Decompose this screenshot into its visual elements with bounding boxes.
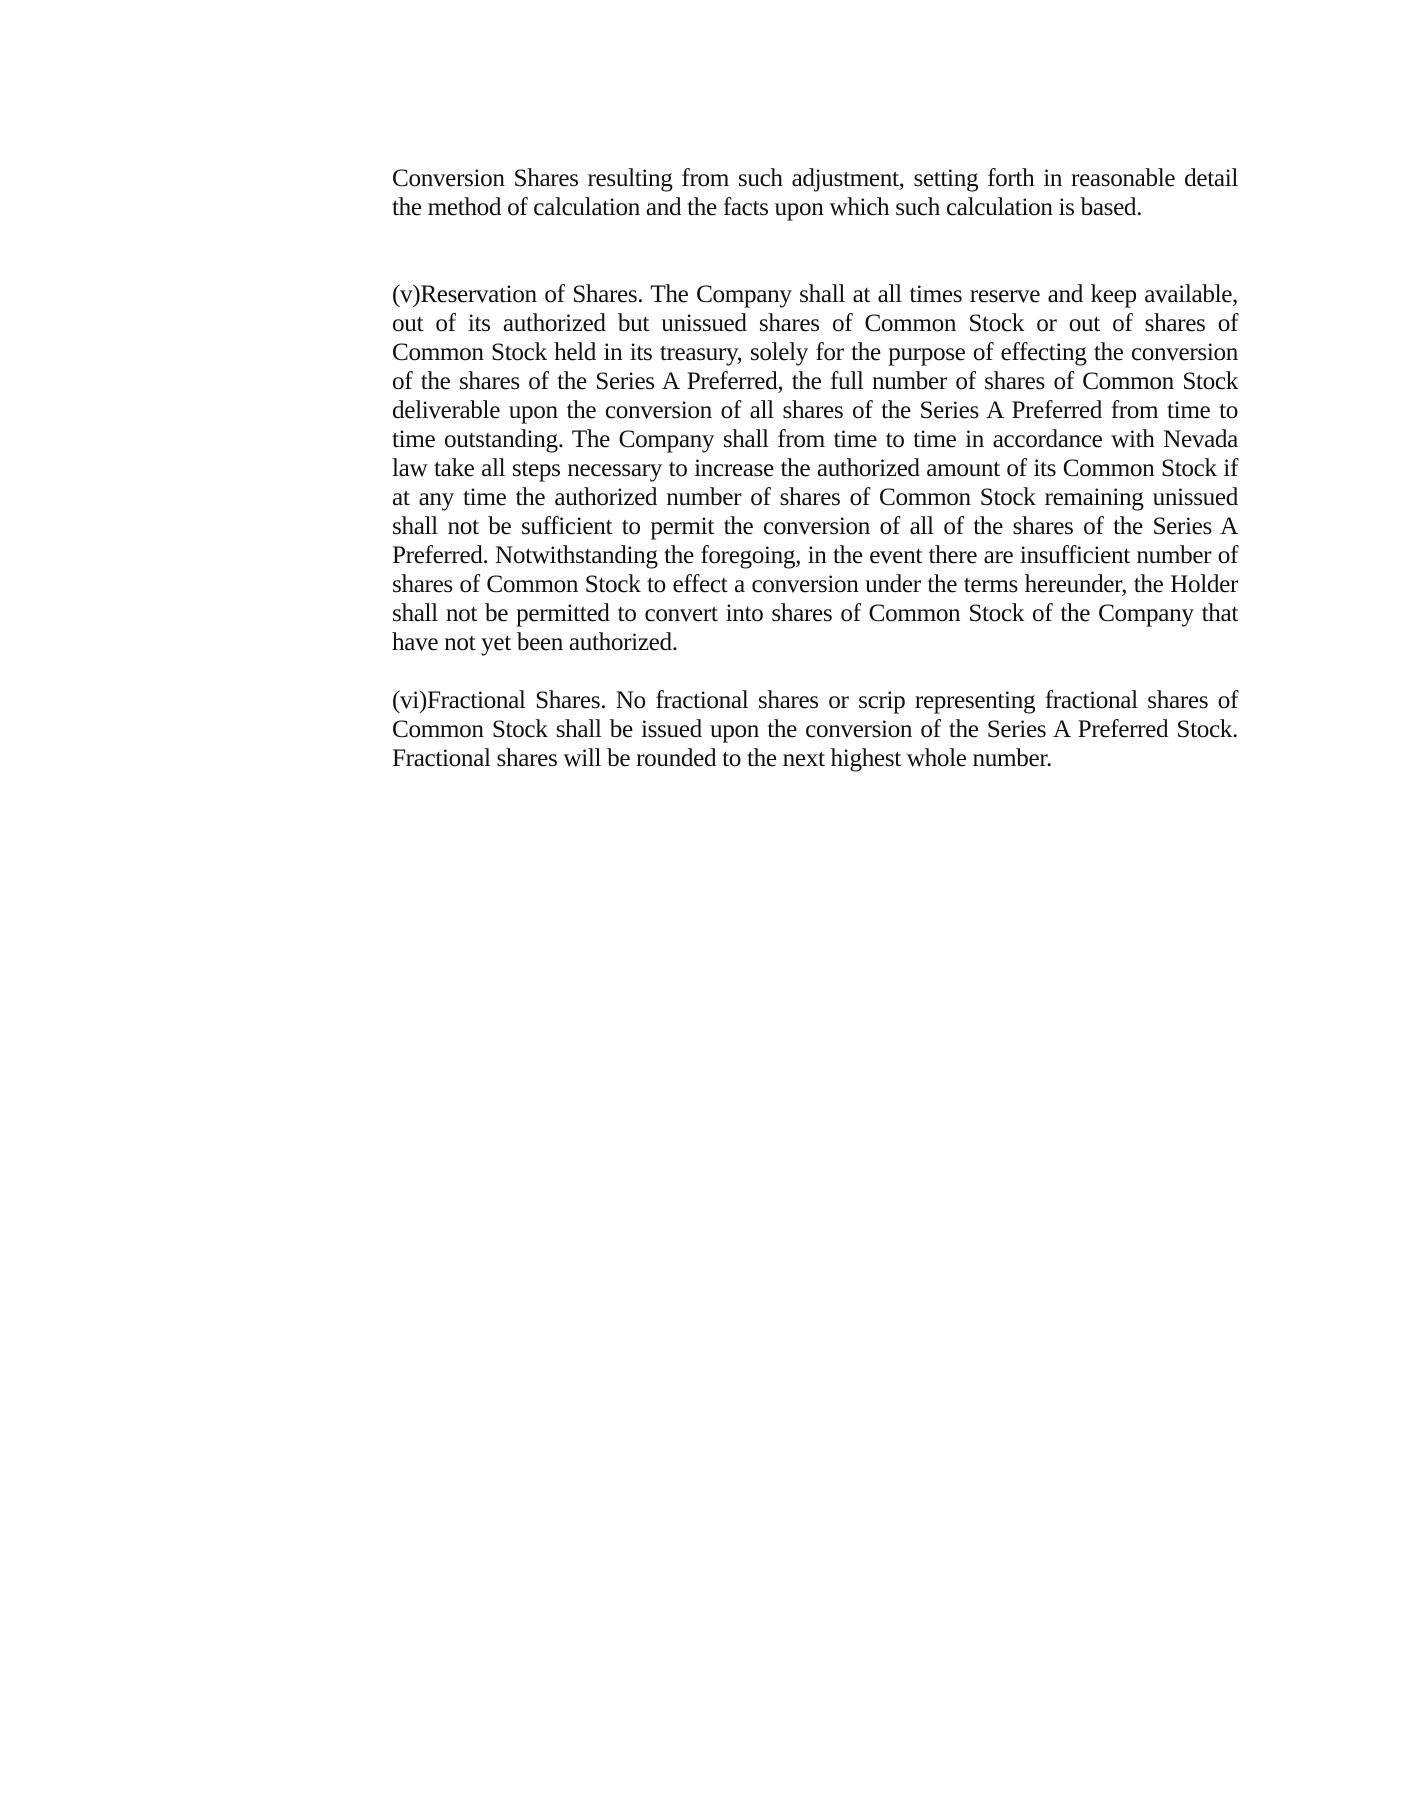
section-title: Fractional Shares.: [426, 687, 607, 714]
paragraph-continuation: Conversion Shares resulting from such adjustment, setting forth in reasonable detail the method of calculation and the facts upon which such calculation is based.: [392, 165, 1238, 221]
paragraph-fractional-shares: [392, 686, 1238, 773]
section-title: Reservation of Shares.: [420, 281, 644, 308]
document-page: [392, 164, 1238, 773]
section-body: The Company shall at all times reserve and keep available, out of its authorized but unissued shares of Common Stock or out of shares of Common Stock held in its treasury, solely for the purpose of effecting the conversion of the shares of the Series A Preferred, the full number of shares of Common Stock deliverable upon the conversion of all shares of the Series A Preferred from time to time outstanding. The Company shall from time to time in accordance with Nevada law take all steps necessary to increase the authorized amount of its Common Stock if at any time the authorized number of shares of Common Stock remaining unissued shall not be sufficient to permit the conversion of all of the shares of the Series A Preferred. Notwithstanding the foregoing, in the event there are insufficient number of shares of Common Stock to effect a conversion under the terms hereunder, the Holder shall not be permitted to convert into shares of Common Stock of the Company that have not yet been authorized.: [392, 281, 1238, 656]
section-number: (v): [392, 281, 421, 308]
section-body: No fractional shares or scrip representing fractional shares of Common Stock shall be issued upon the conversion of the Series A Preferred Stock. Fractional shares will be rounded to the next highest whole number.: [392, 687, 1238, 772]
paragraph-reservation-of-shares: [392, 280, 1238, 657]
section-number: (vi): [392, 687, 427, 714]
